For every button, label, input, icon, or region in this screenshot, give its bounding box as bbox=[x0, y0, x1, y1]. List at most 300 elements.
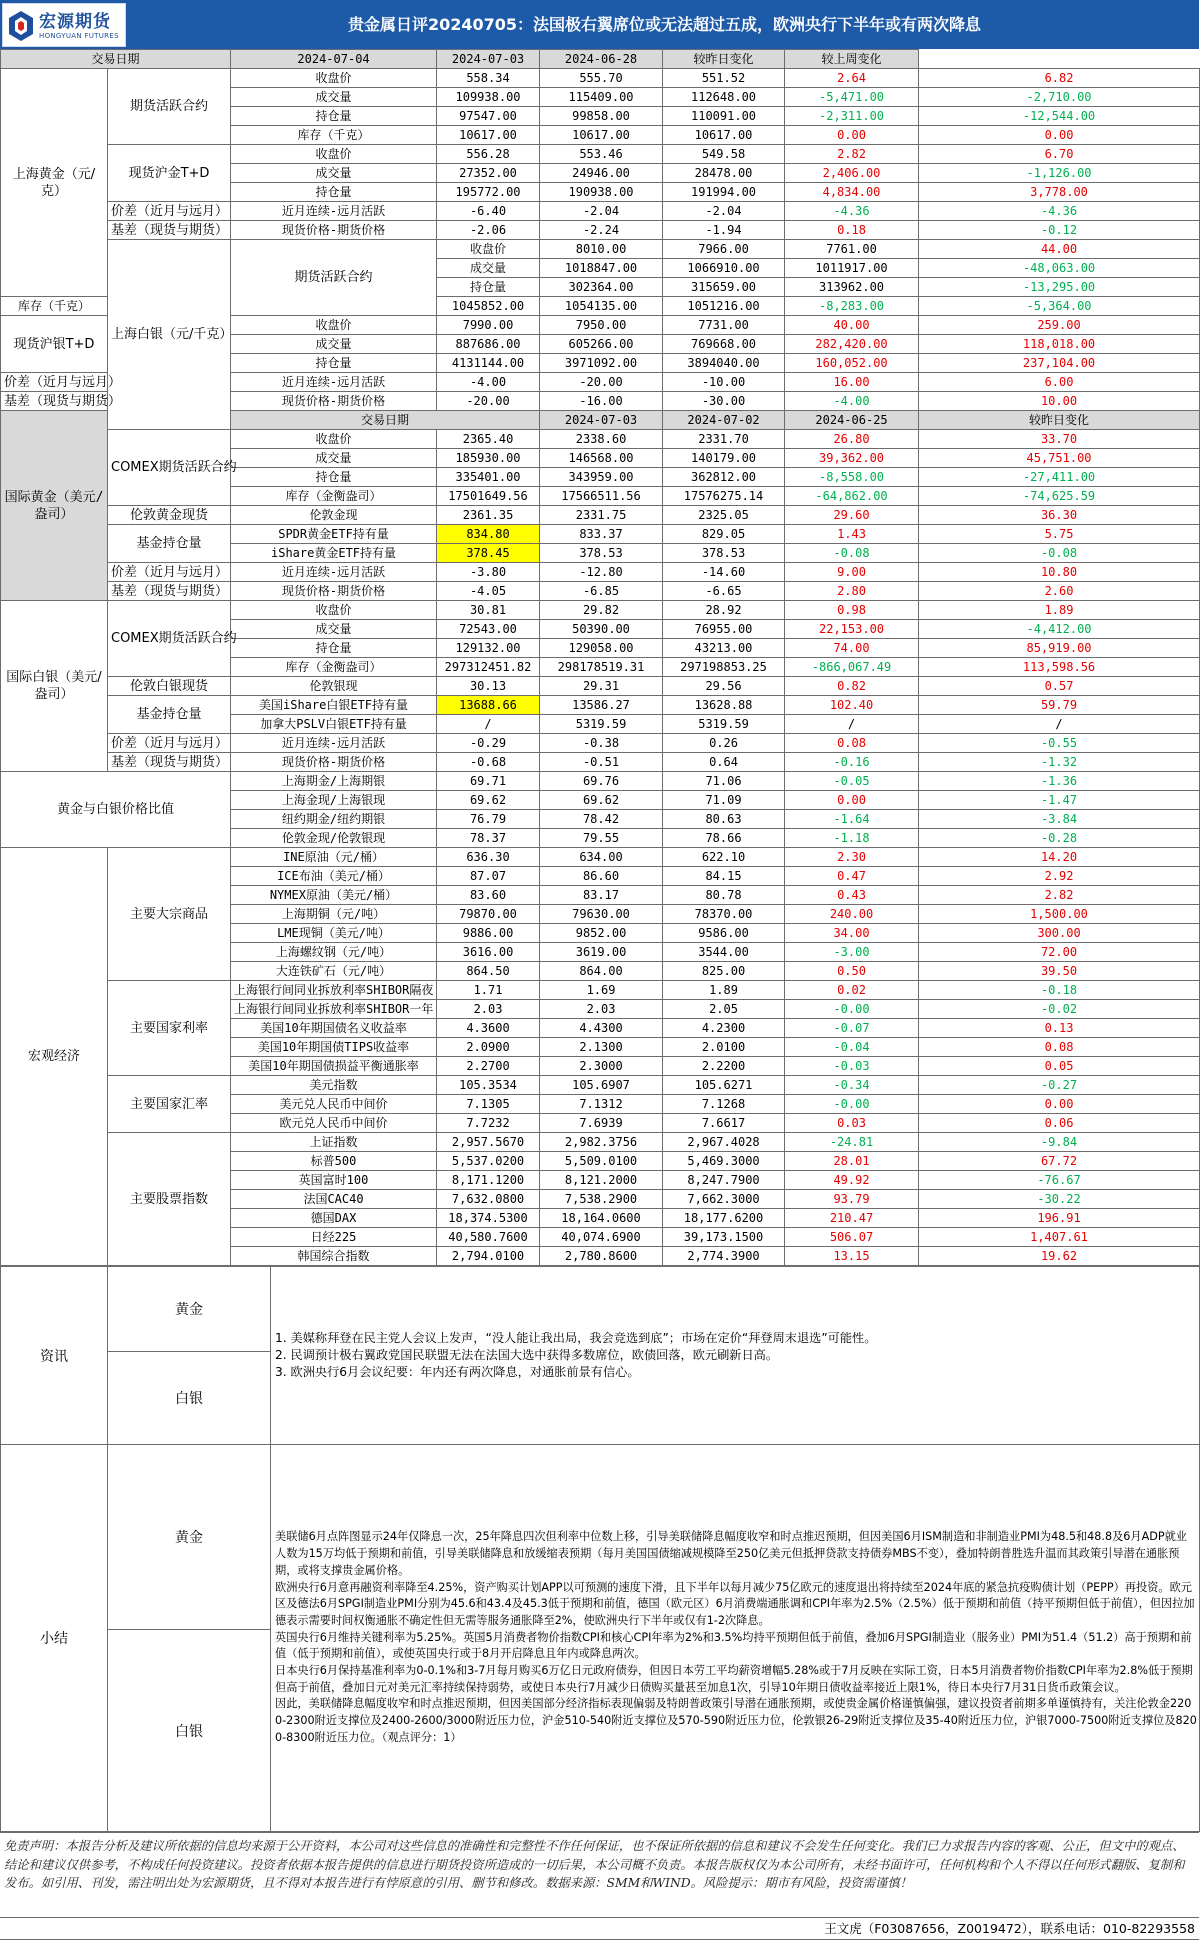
daily-change-cell: 2.82 bbox=[785, 145, 919, 164]
indicator-label: 美元兑人民币中间价 bbox=[231, 1095, 437, 1114]
table-row bbox=[1, 696, 1200, 715]
value-cell: 18,374.5300 bbox=[437, 1209, 540, 1228]
disclaimer: 免责声明：本报告分析及建议所依据的信息均来源于公开资料，本公司对这些信息的准确性和完整性不作任何保证，也不保证所依据的信息和建议不会发生任何变化。我们已力求报告内容的客观、公正，但文中的观点、结论和建议仅供参考，不构成任何投资建议。投资者依据本报告提供的信息进行期货投资所造成的一切后果，本公司概不负责。本报告版权仅为本公司所有，未经书面许可，任何机构和个人不得以任何形式翻版、复制和发布。如引用、刊发，需注明出处为宏源期货，且不得对本报告进行有悖原意的引用、删节和修改。数据来源：SMM和WIND。风险提示：期市有风险，投资需谨慎！ bbox=[0, 1832, 1199, 1917]
value-cell: 13586.27 bbox=[540, 696, 663, 715]
weekly-change-cell: -4.36 bbox=[919, 202, 1200, 221]
value-cell: 39,173.1500 bbox=[663, 1228, 785, 1247]
daily-change-cell: 2.30 bbox=[785, 848, 919, 867]
daily-change-cell: -1.18 bbox=[785, 829, 919, 848]
daily-change-cell: -3.00 bbox=[785, 943, 919, 962]
value-cell: 17576275.14 bbox=[663, 487, 785, 506]
value-cell: 864.50 bbox=[437, 962, 540, 981]
indicator-label: ICE布油（美元/桶） bbox=[231, 867, 437, 886]
indicator-label: 上海银行间同业拆放利率SHIBOR隔夜 bbox=[231, 981, 437, 1000]
daily-change-cell: -8,558.00 bbox=[785, 468, 919, 487]
weekly-change-cell: -0.12 bbox=[919, 221, 1200, 240]
header-cell: 2024-07-02 bbox=[663, 411, 785, 430]
subcategory-cell: 基差（现货与期货） bbox=[108, 582, 231, 601]
value-cell: 2338.60 bbox=[540, 430, 663, 449]
value-cell: / bbox=[437, 715, 540, 734]
value-cell: 555.70 bbox=[540, 69, 663, 88]
value-cell: 558.34 bbox=[437, 69, 540, 88]
indicator-label: 上海期铜（元/吨） bbox=[231, 905, 437, 924]
value-cell: 195772.00 bbox=[437, 183, 540, 202]
daily-change-cell: 0.50 bbox=[785, 962, 919, 981]
weekly-change-cell: -5,364.00 bbox=[919, 297, 1200, 316]
value-cell: 1.71 bbox=[437, 981, 540, 1000]
weekly-change-cell: 45,751.00 bbox=[919, 449, 1200, 468]
category-cell: 宏观经济 bbox=[1, 848, 108, 1266]
subcategory-cell: 现货沪金T+D bbox=[108, 145, 231, 202]
logo-emblem-icon bbox=[7, 10, 35, 42]
value-cell: 83.17 bbox=[540, 886, 663, 905]
indicator-label: 纽约期金/纽约期银 bbox=[231, 810, 437, 829]
value-cell: 551.52 bbox=[663, 69, 785, 88]
value-cell: 1051216.00 bbox=[663, 297, 785, 316]
value-cell: 7.6939 bbox=[540, 1114, 663, 1133]
daily-change-cell: -0.08 bbox=[785, 544, 919, 563]
value-cell: 8,171.1200 bbox=[437, 1171, 540, 1190]
value-cell: 829.05 bbox=[663, 525, 785, 544]
weekly-change-cell: 6.82 bbox=[919, 69, 1200, 88]
indicator-label: 上海银行间同业拆放利率SHIBOR一年 bbox=[231, 1000, 437, 1019]
value-cell: 313962.00 bbox=[785, 278, 919, 297]
table-row bbox=[1, 69, 1200, 88]
value-cell: 7990.00 bbox=[437, 316, 540, 335]
value-cell: 140179.00 bbox=[663, 449, 785, 468]
weekly-change-cell: 5.75 bbox=[919, 525, 1200, 544]
value-cell: 769668.00 bbox=[663, 335, 785, 354]
daily-change-cell: -4.00 bbox=[785, 392, 919, 411]
weekly-change-cell: -1.47 bbox=[919, 791, 1200, 810]
logo-cn-text: 宏源期货 bbox=[39, 12, 111, 32]
value-cell: -2.04 bbox=[663, 202, 785, 221]
category-cell: 黄金与白银价格比值 bbox=[1, 772, 231, 848]
value-cell: 24946.00 bbox=[540, 164, 663, 183]
summary-paragraph: 美联储6月点阵图显示24年仅降息一次，25年降息四次但利率中位数上移，引导美联储降息幅度收窄和时点推迟预期，但因美国6月ISM制造和非制造业PMI为48.5和48.8及6月ADP就业人数为15万均低于预期和前值，引导美联储降息和放缓缩表预期（每月美国国债缩减规模降至250亿美元但抵押贷款支持债券MBS不变），叠加特朗普胜选升温而其政策引导潜在通胀预期，或将支撑贵金属价格。 bbox=[275, 1530, 1187, 1577]
value-cell: 69.76 bbox=[540, 772, 663, 791]
indicator-label: 日经225 bbox=[231, 1228, 437, 1247]
weekly-change-cell: 118,018.00 bbox=[919, 335, 1200, 354]
daily-change-cell: 0.03 bbox=[785, 1114, 919, 1133]
daily-change-cell: 39,362.00 bbox=[785, 449, 919, 468]
value-cell: -0.68 bbox=[437, 753, 540, 772]
news-category: 资讯 bbox=[1, 1267, 108, 1445]
value-cell: 343959.00 bbox=[540, 468, 663, 487]
value-cell: 2325.05 bbox=[663, 506, 785, 525]
value-cell: -2.24 bbox=[540, 221, 663, 240]
subcategory-cell: 主要国家汇率 bbox=[108, 1076, 231, 1133]
weekly-change-cell: 0.05 bbox=[919, 1057, 1200, 1076]
value-cell: 86.60 bbox=[540, 867, 663, 886]
value-cell: 129132.00 bbox=[437, 639, 540, 658]
subcategory-cell: 主要国家利率 bbox=[108, 981, 231, 1076]
subcategory-cell: 伦敦黄金现货 bbox=[108, 506, 231, 525]
value-cell: 1011917.00 bbox=[785, 259, 919, 278]
table-row bbox=[1, 430, 1200, 449]
table-row bbox=[1, 525, 1200, 544]
news-item: 1. 美媒称拜登在民主党人会议上发声，“没人能让我出局，我会竞选到底”；市场在定价“拜登周末退选”可能性。 bbox=[275, 1331, 877, 1345]
value-cell: 378.53 bbox=[663, 544, 785, 563]
daily-change-cell: 26.80 bbox=[785, 430, 919, 449]
value-cell: 146568.00 bbox=[540, 449, 663, 468]
value-cell: -12.80 bbox=[540, 563, 663, 582]
value-cell: 69.71 bbox=[437, 772, 540, 791]
value-cell: 78370.00 bbox=[663, 905, 785, 924]
value-cell: 605266.00 bbox=[540, 335, 663, 354]
date-header-row bbox=[1, 50, 1200, 69]
value-cell: 112648.00 bbox=[663, 88, 785, 107]
indicator-label: 持仓量 bbox=[231, 354, 437, 373]
value-cell: 636.30 bbox=[437, 848, 540, 867]
table-row bbox=[1, 848, 1200, 867]
weekly-change-cell: 14.20 bbox=[919, 848, 1200, 867]
subcategory-cell: 主要大宗商品 bbox=[108, 848, 231, 981]
indicator-label: 成交量 bbox=[231, 449, 437, 468]
daily-change-cell: -24.81 bbox=[785, 1133, 919, 1152]
weekly-change-cell: 0.00 bbox=[919, 126, 1200, 145]
value-cell: 2365.40 bbox=[437, 430, 540, 449]
news-gold-label: 黄金 bbox=[108, 1267, 271, 1352]
subcategory-cell: 主要股票指数 bbox=[108, 1133, 231, 1266]
header-cell: 2024-06-28 bbox=[540, 50, 663, 69]
daily-change-cell: 40.00 bbox=[785, 316, 919, 335]
table-row bbox=[1, 601, 1200, 620]
category-cell: 上海黄金（元/克） bbox=[1, 69, 108, 297]
value-cell: 3544.00 bbox=[663, 943, 785, 962]
value-cell: 9586.00 bbox=[663, 924, 785, 943]
indicator-label: 库存（千克） bbox=[231, 126, 437, 145]
report-header bbox=[0, 0, 1199, 49]
indicator-label: 上海期金/上海期银 bbox=[231, 772, 437, 791]
weekly-change-cell: -3.84 bbox=[919, 810, 1200, 829]
news-item: 2. 民调预计极右翼政党国民联盟无法在法国大选中获得多数席位，欧债回落，欧元刷新日高。 bbox=[275, 1348, 779, 1362]
daily-change-cell: 93.79 bbox=[785, 1190, 919, 1209]
value-cell: 27352.00 bbox=[437, 164, 540, 183]
value-cell: 69.62 bbox=[540, 791, 663, 810]
value-cell: -3.80 bbox=[437, 563, 540, 582]
value-cell: 71.06 bbox=[663, 772, 785, 791]
indicator-label: 现货价格-期货价格 bbox=[231, 221, 437, 240]
indicator-label: 收盘价 bbox=[231, 316, 437, 335]
value-cell: 0.26 bbox=[663, 734, 785, 753]
weekly-change-cell: 196.91 bbox=[919, 1209, 1200, 1228]
value-cell: 18,177.6200 bbox=[663, 1209, 785, 1228]
daily-change-cell: 2.64 bbox=[785, 69, 919, 88]
weekly-change-cell: 0.00 bbox=[919, 1095, 1200, 1114]
daily-change-cell: -5,471.00 bbox=[785, 88, 919, 107]
indicator-label: 近月连续-远月活跃 bbox=[231, 202, 437, 221]
daily-change-cell: 22,153.00 bbox=[785, 620, 919, 639]
daily-change-cell: -48,063.00 bbox=[919, 259, 1200, 278]
value-cell: 78.37 bbox=[437, 829, 540, 848]
subcategory-cell: 现货沪银T+D bbox=[1, 316, 108, 373]
value-cell: -1.94 bbox=[663, 221, 785, 240]
value-cell: 2,794.0100 bbox=[437, 1247, 540, 1266]
value-cell: 7.1268 bbox=[663, 1095, 785, 1114]
header-cell: 2024-06-25 bbox=[785, 411, 919, 430]
value-cell: 29.82 bbox=[540, 601, 663, 620]
value-cell: 634.00 bbox=[540, 848, 663, 867]
indicator-label: NYMEX原油（美元/桶） bbox=[231, 886, 437, 905]
daily-change-cell: -8,283.00 bbox=[785, 297, 919, 316]
indicator-label: 大连铁矿石（元/吨） bbox=[231, 962, 437, 981]
value-cell: 84.15 bbox=[663, 867, 785, 886]
value-cell: 315659.00 bbox=[663, 278, 785, 297]
table-row bbox=[1, 506, 1200, 525]
value-cell: 40,580.7600 bbox=[437, 1228, 540, 1247]
value-cell: -6.85 bbox=[540, 582, 663, 601]
daily-change-cell: 13.15 bbox=[785, 1247, 919, 1266]
weekly-change-cell: 1,500.00 bbox=[919, 905, 1200, 924]
indicator-label: 成交量 bbox=[231, 335, 437, 354]
indicator-label: 库存（千克） bbox=[1, 297, 108, 316]
weekly-change-cell: -0.18 bbox=[919, 981, 1200, 1000]
table-row bbox=[1, 221, 1200, 240]
daily-change-cell: -0.16 bbox=[785, 753, 919, 772]
summary-gold-label: 黄金 bbox=[108, 1445, 271, 1630]
subcategory-cell: 价差（近月与远月） bbox=[1, 373, 108, 392]
subcategory-cell: 基差（现货与期货） bbox=[108, 753, 231, 772]
category-cell: 上海白银（元/千克） bbox=[108, 240, 231, 430]
value-cell: 3971092.00 bbox=[540, 354, 663, 373]
value-cell: 3619.00 bbox=[540, 943, 663, 962]
indicator-label: 上证指数 bbox=[231, 1133, 437, 1152]
subcategory-cell: 基金持仓量 bbox=[108, 696, 231, 734]
indicator-label: 标普500 bbox=[231, 1152, 437, 1171]
value-cell: -2.04 bbox=[540, 202, 663, 221]
value-cell: 7,662.3000 bbox=[663, 1190, 785, 1209]
value-cell: 297198853.25 bbox=[663, 658, 785, 677]
value-cell: 4.2300 bbox=[663, 1019, 785, 1038]
weekly-change-cell: 300.00 bbox=[919, 924, 1200, 943]
daily-change-cell: 0.82 bbox=[785, 677, 919, 696]
daily-change-cell: -0.05 bbox=[785, 772, 919, 791]
value-cell: 5,469.3000 bbox=[663, 1152, 785, 1171]
subcategory-cell: 价差（近月与远月） bbox=[108, 202, 231, 221]
subcategory-cell: 基差（现货与期货） bbox=[108, 221, 231, 240]
daily-change-cell: 0.00 bbox=[785, 126, 919, 145]
indicator-label: 持仓量 bbox=[437, 278, 540, 297]
table-row bbox=[1, 1133, 1200, 1152]
indicator-label: 韩国综合指数 bbox=[231, 1247, 437, 1266]
summary-paragraph: 因此，美联储降息幅度收窄和时点推迟预期，但因美国部分经济指标表现偏弱及特朗普政策引导潜在通胀预期，或使贵金属价格谨慎偏强，建议投资者前期多单谨慎持有，关注伦敦金2200-2300附近支撑位及2400-2600/3000附近压力位，沪金510-540附近支撑位及570-590附近压力位，伦敦银26-29附近支撑位及35-40附近压力位，沪银7000-7500附近支撑位及8200-8300附近压力位。（观点评分：1） bbox=[275, 1697, 1197, 1744]
weekly-change-cell: -0.02 bbox=[919, 1000, 1200, 1019]
weekly-change-cell: -0.55 bbox=[919, 734, 1200, 753]
value-cell: 79870.00 bbox=[437, 905, 540, 924]
table-row bbox=[1, 1076, 1200, 1095]
subcategory-cell: COMEX期货活跃合约 bbox=[108, 430, 231, 506]
indicator-label: 近月连续-远月活跃 bbox=[231, 563, 437, 582]
weekly-change-cell: 19.62 bbox=[919, 1247, 1200, 1266]
value-cell: 4131144.00 bbox=[437, 354, 540, 373]
value-cell: 115409.00 bbox=[540, 88, 663, 107]
indicator-label: 成交量 bbox=[231, 88, 437, 107]
indicator-label: 成交量 bbox=[231, 620, 437, 639]
daily-change-cell: 2,406.00 bbox=[785, 164, 919, 183]
daily-change-cell: 0.98 bbox=[785, 601, 919, 620]
indicator-label: 持仓量 bbox=[231, 107, 437, 126]
value-cell: 3894040.00 bbox=[663, 354, 785, 373]
value-cell: 2,780.8600 bbox=[540, 1247, 663, 1266]
daily-change-cell: 0.08 bbox=[785, 734, 919, 753]
indicator-label: 美国10年期国债损益平衡通胀率 bbox=[231, 1057, 437, 1076]
value-cell: 30.13 bbox=[437, 677, 540, 696]
table-row bbox=[1, 734, 1200, 753]
daily-change-cell: 0.02 bbox=[785, 981, 919, 1000]
weekly-change-cell: 0.13 bbox=[919, 1019, 1200, 1038]
weekly-change-cell: 237,104.00 bbox=[919, 354, 1200, 373]
news-summary-table bbox=[0, 1266, 1200, 1832]
value-cell: 72543.00 bbox=[437, 620, 540, 639]
weekly-change-cell: 2.60 bbox=[919, 582, 1200, 601]
value-cell: 105.3534 bbox=[437, 1076, 540, 1095]
daily-change-cell: -1.64 bbox=[785, 810, 919, 829]
weekly-change-cell: -4,412.00 bbox=[919, 620, 1200, 639]
value-cell: 2,774.3900 bbox=[663, 1247, 785, 1266]
value-cell: 2.03 bbox=[540, 1000, 663, 1019]
weekly-change-cell: 59.79 bbox=[919, 696, 1200, 715]
weekly-change-cell: 6.70 bbox=[919, 145, 1200, 164]
value-cell: -10.00 bbox=[663, 373, 785, 392]
indicator-label: 持仓量 bbox=[231, 639, 437, 658]
value-cell: -0.29 bbox=[437, 734, 540, 753]
summary-paragraph: 日本央行6月保持基准利率为0-0.1%和3-7月每月购买6万亿日元政府债券，但因日本劳工平均薪资增幅5.28%或于7月反映在实际工资，日本5月消费者物价指数CPI年率为2.8%低于预期但高于前值，叠加日元对美元汇率持续保持弱势，或使日本央行7月减少日债购买量甚至加息1次，引导10年期日债收益率接近上限1%，待日本央行7月31日货币政策会议。 bbox=[275, 1664, 1193, 1694]
subcategory-cell: COMEX期货活跃合约 bbox=[108, 601, 231, 677]
value-cell: 50390.00 bbox=[540, 620, 663, 639]
indicator-label: 欧元兑人民币中间价 bbox=[231, 1114, 437, 1133]
value-cell: 834.80 bbox=[437, 525, 540, 544]
daily-change-cell: -0.04 bbox=[785, 1038, 919, 1057]
value-cell: 5319.59 bbox=[540, 715, 663, 734]
value-cell: 2.2700 bbox=[437, 1057, 540, 1076]
daily-change-cell: 1.43 bbox=[785, 525, 919, 544]
daily-change-cell: 240.00 bbox=[785, 905, 919, 924]
value-cell: -20.00 bbox=[540, 373, 663, 392]
daily-change-cell: 210.47 bbox=[785, 1209, 919, 1228]
subcategory-cell: 价差（近月与远月） bbox=[108, 563, 231, 582]
daily-change-cell: -0.00 bbox=[785, 1000, 919, 1019]
subcategory-cell: 伦敦白银现货 bbox=[108, 677, 231, 696]
weekly-change-cell: -1.36 bbox=[919, 772, 1200, 791]
value-cell: 362812.00 bbox=[663, 468, 785, 487]
summary-silver-label: 白银 bbox=[108, 1630, 271, 1832]
value-cell: 622.10 bbox=[663, 848, 785, 867]
value-cell: 10617.00 bbox=[540, 126, 663, 145]
weekly-change-cell: 2.82 bbox=[919, 886, 1200, 905]
weekly-change-cell: 39.50 bbox=[919, 962, 1200, 981]
value-cell: 7,632.0800 bbox=[437, 1190, 540, 1209]
weekly-change-cell: 72.00 bbox=[919, 943, 1200, 962]
value-cell: 129058.00 bbox=[540, 639, 663, 658]
indicator-label: 伦敦金现 bbox=[231, 506, 437, 525]
value-cell: 79630.00 bbox=[540, 905, 663, 924]
value-cell: -20.00 bbox=[437, 392, 540, 411]
value-cell: -0.38 bbox=[540, 734, 663, 753]
weekly-change-cell: / bbox=[919, 715, 1200, 734]
indicator-label: 收盘价 bbox=[437, 240, 540, 259]
value-cell: 302364.00 bbox=[540, 278, 663, 297]
indicator-label: INE原油（元/桶） bbox=[231, 848, 437, 867]
weekly-change-cell: -27,411.00 bbox=[919, 468, 1200, 487]
value-cell: 78.66 bbox=[663, 829, 785, 848]
weekly-change-cell: 36.30 bbox=[919, 506, 1200, 525]
indicator-label: 美国10年期国债TIPS收益率 bbox=[231, 1038, 437, 1057]
daily-change-cell: 49.92 bbox=[785, 1171, 919, 1190]
indicator-label: 现货价格-期货价格 bbox=[231, 753, 437, 772]
value-cell: 10617.00 bbox=[663, 126, 785, 145]
logo-en-text: HONGYUAN FUTURES bbox=[39, 32, 119, 40]
value-cell: 76955.00 bbox=[663, 620, 785, 639]
table-row bbox=[1, 677, 1200, 696]
value-cell: 7761.00 bbox=[785, 240, 919, 259]
value-cell: -2.06 bbox=[437, 221, 540, 240]
subcategory-cell: 价差（近月与远月） bbox=[108, 734, 231, 753]
header-cell: 2024-07-04 bbox=[231, 50, 437, 69]
indicator-label: 库存（金衡盎司） bbox=[231, 658, 437, 677]
value-cell: 1054135.00 bbox=[540, 297, 663, 316]
indicator-label: LME现铜（美元/吨） bbox=[231, 924, 437, 943]
value-cell: 8010.00 bbox=[540, 240, 663, 259]
indicator-label: 上海螺纹钢（元/吨） bbox=[231, 943, 437, 962]
weekly-change-cell: 0.06 bbox=[919, 1114, 1200, 1133]
value-cell: -14.60 bbox=[663, 563, 785, 582]
indicator-label: 英国富时100 bbox=[231, 1171, 437, 1190]
value-cell: 2361.35 bbox=[437, 506, 540, 525]
daily-change-cell: -13,295.00 bbox=[919, 278, 1200, 297]
daily-change-cell: -0.00 bbox=[785, 1095, 919, 1114]
weekly-change-cell: -30.22 bbox=[919, 1190, 1200, 1209]
value-cell: 69.62 bbox=[437, 791, 540, 810]
value-cell: 864.00 bbox=[540, 962, 663, 981]
weekly-change-cell: 10.00 bbox=[919, 392, 1200, 411]
summary-text bbox=[271, 1445, 1200, 1832]
weekly-change-cell: -76.67 bbox=[919, 1171, 1200, 1190]
weekly-change-cell: 6.00 bbox=[919, 373, 1200, 392]
value-cell: 13628.88 bbox=[663, 696, 785, 715]
weekly-change-cell: 1,407.61 bbox=[919, 1228, 1200, 1247]
value-cell: 7,538.2900 bbox=[540, 1190, 663, 1209]
analyst-contact: 王文虎（F03087656，Z0019472），联系电话：010-82293558 bbox=[0, 1917, 1199, 1940]
value-cell: 297312451.82 bbox=[437, 658, 540, 677]
news-silver-label: 白银 bbox=[108, 1352, 271, 1445]
weekly-change-cell: -9.84 bbox=[919, 1133, 1200, 1152]
weekly-change-cell: -1.32 bbox=[919, 753, 1200, 772]
weekly-change-cell: -0.27 bbox=[919, 1076, 1200, 1095]
weekly-change-cell: 10.80 bbox=[919, 563, 1200, 582]
table-row bbox=[1, 240, 1200, 259]
indicator-label: 美国10年期国债名义收益率 bbox=[231, 1019, 437, 1038]
indicator-label: SPDR黄金ETF持有量 bbox=[231, 525, 437, 544]
value-cell: -16.00 bbox=[540, 392, 663, 411]
value-cell: 825.00 bbox=[663, 962, 785, 981]
indicator-label: iShare黄金ETF持有量 bbox=[231, 544, 437, 563]
indicator-label: 近月连续-远月活跃 bbox=[231, 373, 437, 392]
table-row bbox=[1, 981, 1200, 1000]
daily-change-cell: 44.00 bbox=[919, 240, 1200, 259]
weekly-change-cell: 0.57 bbox=[919, 677, 1200, 696]
value-cell: 2.0900 bbox=[437, 1038, 540, 1057]
indicator-label: 近月连续-远月活跃 bbox=[231, 734, 437, 753]
value-cell: 7966.00 bbox=[663, 240, 785, 259]
value-cell: 298178519.31 bbox=[540, 658, 663, 677]
indicator-label: 持仓量 bbox=[231, 468, 437, 487]
value-cell: 28.92 bbox=[663, 601, 785, 620]
value-cell: 5,509.0100 bbox=[540, 1152, 663, 1171]
weekly-change-cell: 67.72 bbox=[919, 1152, 1200, 1171]
indicator-label: 成交量 bbox=[231, 164, 437, 183]
value-cell: 17566511.56 bbox=[540, 487, 663, 506]
